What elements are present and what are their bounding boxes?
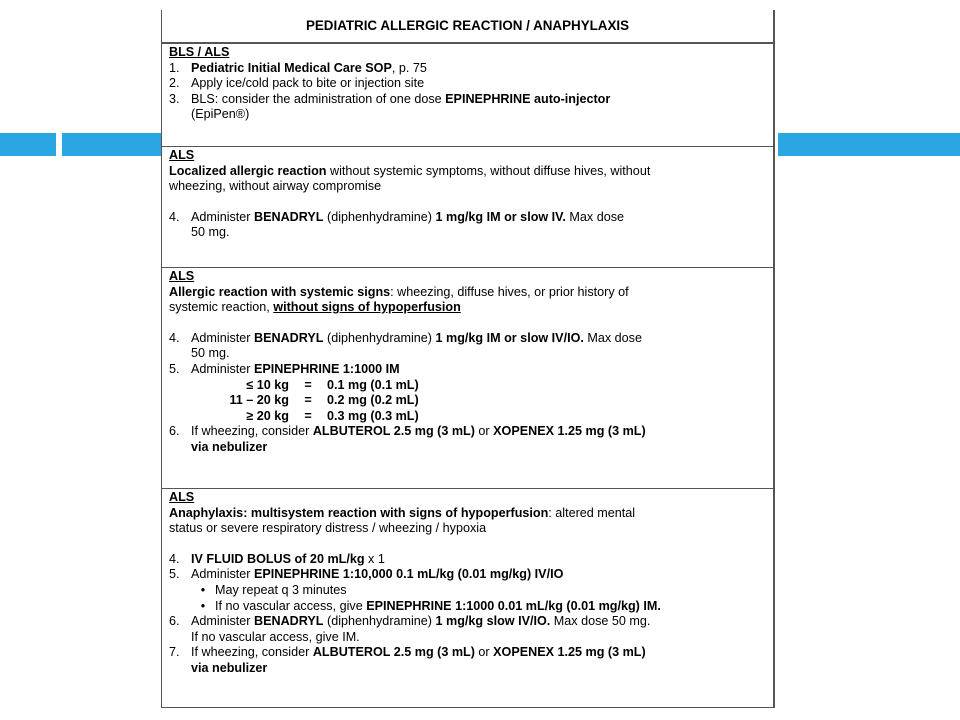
list-item-continuation: 50 mg. <box>191 346 230 361</box>
section-intro: wheezing, without airway compromise <box>169 179 382 194</box>
section-heading: BLS / ALS <box>169 45 230 59</box>
list-item: 5. Administer EPINEPHRINE 1:10,000 0.1 mL/kg (0.01 mg/kg) IV/IO <box>169 567 564 582</box>
list-item: 7. If wheezing, consider ALBUTEROL 2.5 mg (3 mL) or XOPENEX 1.25 mg (3 mL) <box>169 645 646 660</box>
protocol-document <box>161 10 775 708</box>
section-localized-reaction <box>162 147 773 268</box>
list-item-continuation: If no vascular access, give IM. <box>191 629 360 644</box>
section-heading: ALS <box>169 148 195 162</box>
bullet-item: • May repeat q 3 minutes <box>169 583 768 599</box>
list-item: 3. BLS: consider the administration of one dose EPINEPHRINE auto-injector <box>169 91 611 106</box>
list-item-continuation: via nebulizer <box>191 439 268 454</box>
section-heading: ALS <box>169 490 195 504</box>
list-item: 4. IV FLUID BOLUS of 20 mL/kg x 1 <box>169 551 385 566</box>
section-intro: systemic reaction, without signs of hypoperfusion <box>169 300 461 315</box>
bullet-icon: • <box>200 598 206 613</box>
list-item: 2. Apply ice/cold pack to bite or injection site <box>169 76 425 91</box>
section-heading: ALS <box>169 269 195 283</box>
list-item: 1. Pediatric Initial Medical Care SOP, p. 75 <box>169 60 427 75</box>
list-item: 4. Administer BENADRYL (diphenhydramine) 1 mg/kg IM or slow IV. Max dose <box>169 209 625 224</box>
list-item-continuation: via nebulizer <box>191 660 268 675</box>
section-intro: status or severe respiratory distress / wheezing / hypoxia <box>169 521 487 536</box>
bullet-item: • If no vascular access, give EPINEPHRINE 1:1000 0.01 mL/kg (0.01 mg/kg) IM. <box>169 599 768 615</box>
dose-row: 11 – 20 kg = 0.2 mg (0.2 mL) <box>229 393 419 408</box>
list-item-continuation: (EpiPen®) <box>191 107 250 122</box>
section-anaphylaxis <box>162 489 773 710</box>
section-intro: Anaphylaxis: multisystem reaction with signs of hypoperfusion: altered mental <box>169 505 636 520</box>
bullet-icon: • <box>200 582 206 597</box>
section-intro: Localized allergic reaction without systemic symptoms, without diffuse hives, without <box>169 163 651 178</box>
list-item: 6. If wheezing, consider ALBUTEROL 2.5 mg (3 mL) or XOPENEX 1.25 mg (3 mL) <box>169 424 646 439</box>
section-intro: Allergic reaction with systemic signs: wheezing, diffuse hives, or prior history of <box>169 284 629 299</box>
dose-row: ≥ 20 kg = 0.3 mg (0.3 mL) <box>246 408 419 423</box>
list-item: 5. Administer EPINEPHRINE 1:1000 IM <box>169 361 400 376</box>
accent-bar-middle <box>62 133 162 156</box>
list-item-continuation: 50 mg. <box>191 225 230 240</box>
list-item: 6. Administer BENADRYL (diphenhydramine) 1 mg/kg slow IV/IO. Max dose 50 mg. <box>169 614 651 629</box>
accent-bar-right <box>778 133 960 156</box>
document-title: PEDIATRIC ALLERGIC REACTION / ANAPHYLAXIS <box>162 10 773 44</box>
dose-row: ≤ 10 kg = 0.1 mg (0.1 mL) <box>246 377 419 392</box>
section-bls-als <box>162 44 773 147</box>
list-item: 4. Administer BENADRYL (diphenhydramine) 1 mg/kg IM or slow IV/IO. Max dose <box>169 330 642 345</box>
accent-bar-left <box>0 133 56 156</box>
section-systemic-reaction <box>162 268 773 489</box>
